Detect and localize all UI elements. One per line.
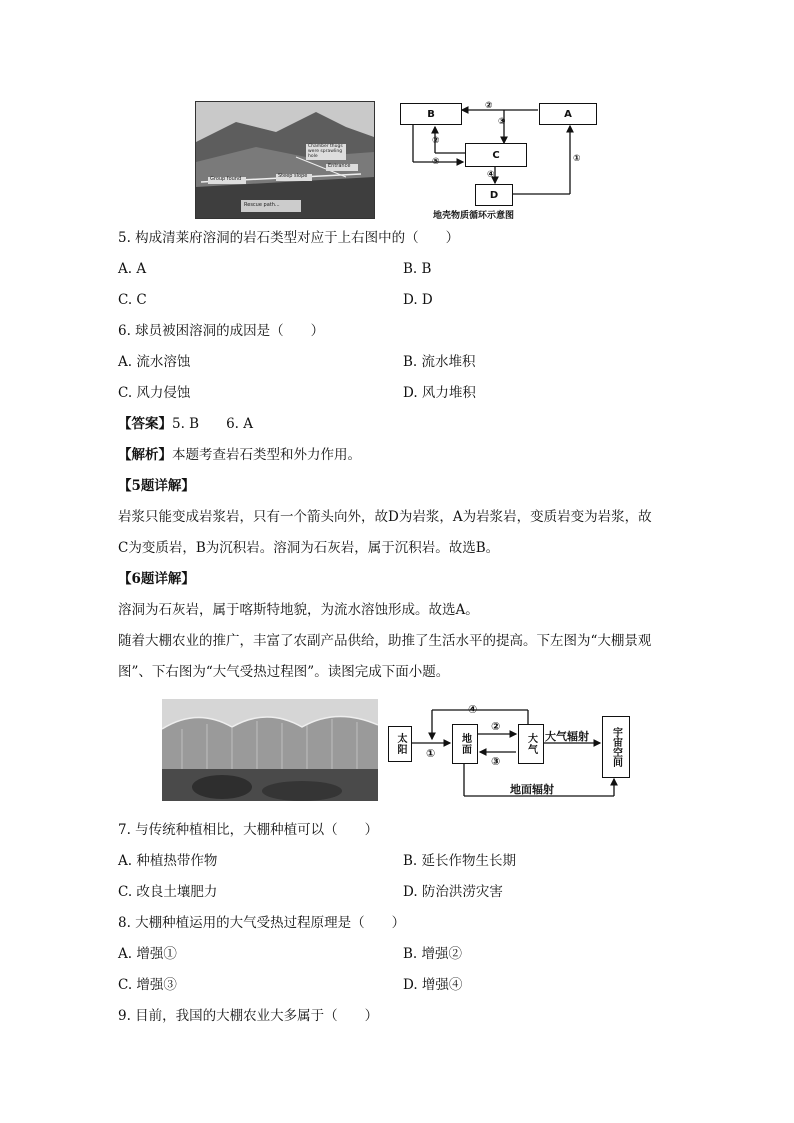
photo-label-chamber: Chamber thugs were sprawling hole [308, 144, 343, 159]
rock-box-c: C [465, 143, 527, 167]
q7-option-a: A. 种植热带作物 [118, 853, 218, 869]
analysis-text: 本题考查岩石类型和外力作用。 [172, 447, 361, 463]
ground-radiation-label: 地面辐射 [510, 783, 554, 796]
q7-option-b: B. 延长作物生长期 [403, 853, 517, 869]
rock-box-a: A [539, 103, 597, 125]
rock-num-4: ④ [487, 170, 495, 180]
rock-num-5: ⑤ [432, 157, 440, 167]
analysis-line [118, 445, 361, 465]
rock-num-3: ③ [498, 117, 506, 127]
heating-diagram [388, 703, 636, 802]
atmo-radiation-label: 大气辐射 [545, 730, 589, 743]
q5-option-c: C. C [118, 292, 147, 308]
rock-num-2-top: ② [485, 101, 493, 111]
rock-box-d: D [475, 184, 513, 206]
space-box [602, 716, 630, 778]
rock-num-1: ① [573, 154, 581, 164]
photo-label-rescue: Rescue path... [244, 202, 280, 208]
q5-option-d: D. D [403, 292, 433, 308]
cave-photo [195, 101, 375, 219]
q8-option-a: A. 增强① [118, 946, 177, 962]
q7-stem: 7. 与传统种植相比，大棚种植可以（ ） [118, 822, 379, 838]
rock-cycle-diagram [395, 95, 605, 225]
q6-option-d: D. 风力堆积 [403, 385, 476, 401]
detail6-label: 【6题详解】 [118, 571, 195, 587]
q7-option-c: C. 改良土壤肥力 [118, 884, 218, 900]
atmosphere-label: 大气 [525, 733, 537, 755]
analysis-label: 【解析】 [118, 447, 172, 463]
answer-label: 【答案】 [118, 416, 172, 432]
q8-option-b: B. 增强② [403, 946, 463, 962]
rock-num-2-left: ② [432, 136, 440, 146]
heat-num-1: ① [426, 747, 436, 760]
q5-stem: 5. 构成清莱府溶洞的岩石类型对应于上右图中的（ ） [118, 230, 460, 246]
space-label: 宇宙空间 [610, 727, 622, 767]
q7-option-d: D. 防治洪涝灾害 [403, 884, 503, 900]
q8-stem: 8. 大棚种植运用的大气受热过程原理是（ ） [118, 915, 406, 931]
atmosphere-box [518, 724, 544, 764]
greenhouse-photo [162, 699, 378, 801]
photo-label-steep-slope: Steep slope [278, 173, 308, 179]
cave-photo-graphic [196, 102, 374, 218]
q6-option-c: C. 风力侵蚀 [118, 385, 191, 401]
sun-label: 太阳 [395, 733, 406, 755]
ground-box [452, 724, 478, 764]
rock-box-b: B [400, 103, 462, 125]
heat-num-3: ③ [491, 755, 501, 768]
ground-label: 地面 [459, 733, 471, 755]
greenhouse-photo-graphic [162, 699, 378, 801]
heat-num-4: ④ [468, 703, 478, 716]
intro-line1: 随着大棚农业的推广，丰富了农副产品供给，助推了生活水平的提高。下左图为“大棚景观 [118, 633, 652, 649]
answer-text: 5. B 6. A [172, 416, 254, 432]
detail5-line2: C为变质岩，B为沉积岩。溶洞为石灰岩，属于沉积岩。故选B。 [118, 540, 500, 556]
photo-label-group-found: Group found [210, 176, 242, 182]
q6-option-b: B. 流水堆积 [403, 354, 476, 370]
detail5-line1: 岩浆只能变成岩浆岩，只有一个箭头向外，故D为岩浆，A为岩浆岩，变质岩变为岩浆，故 [118, 509, 652, 525]
answer-line [118, 414, 253, 434]
heat-num-2: ② [491, 720, 501, 733]
sun-box [388, 726, 412, 762]
q8-option-d: D. 增强④ [403, 977, 463, 993]
q5-option-a: A. A [118, 261, 147, 277]
photo-label-entrance: Entrance [328, 163, 351, 169]
detail6-line1: 溶洞为石灰岩，属于喀斯特地貌，为流水溶蚀形成。故选A。 [118, 602, 479, 618]
rock-cycle-caption: 地壳物质循环示意图 [433, 211, 515, 221]
detail5-label: 【5题详解】 [118, 478, 195, 494]
q9-stem: 9. 目前，我国的大棚农业大多属于（ ） [118, 1008, 379, 1024]
q5-option-b: B. B [403, 261, 432, 277]
q6-option-a: A. 流水溶蚀 [118, 354, 191, 370]
q6-stem: 6. 球员被困溶洞的成因是（ ） [118, 323, 325, 339]
q8-option-c: C. 增强③ [118, 977, 177, 993]
intro-line2: 图”、下右图为“大气受热过程图”。读图完成下面小题。 [118, 664, 450, 680]
